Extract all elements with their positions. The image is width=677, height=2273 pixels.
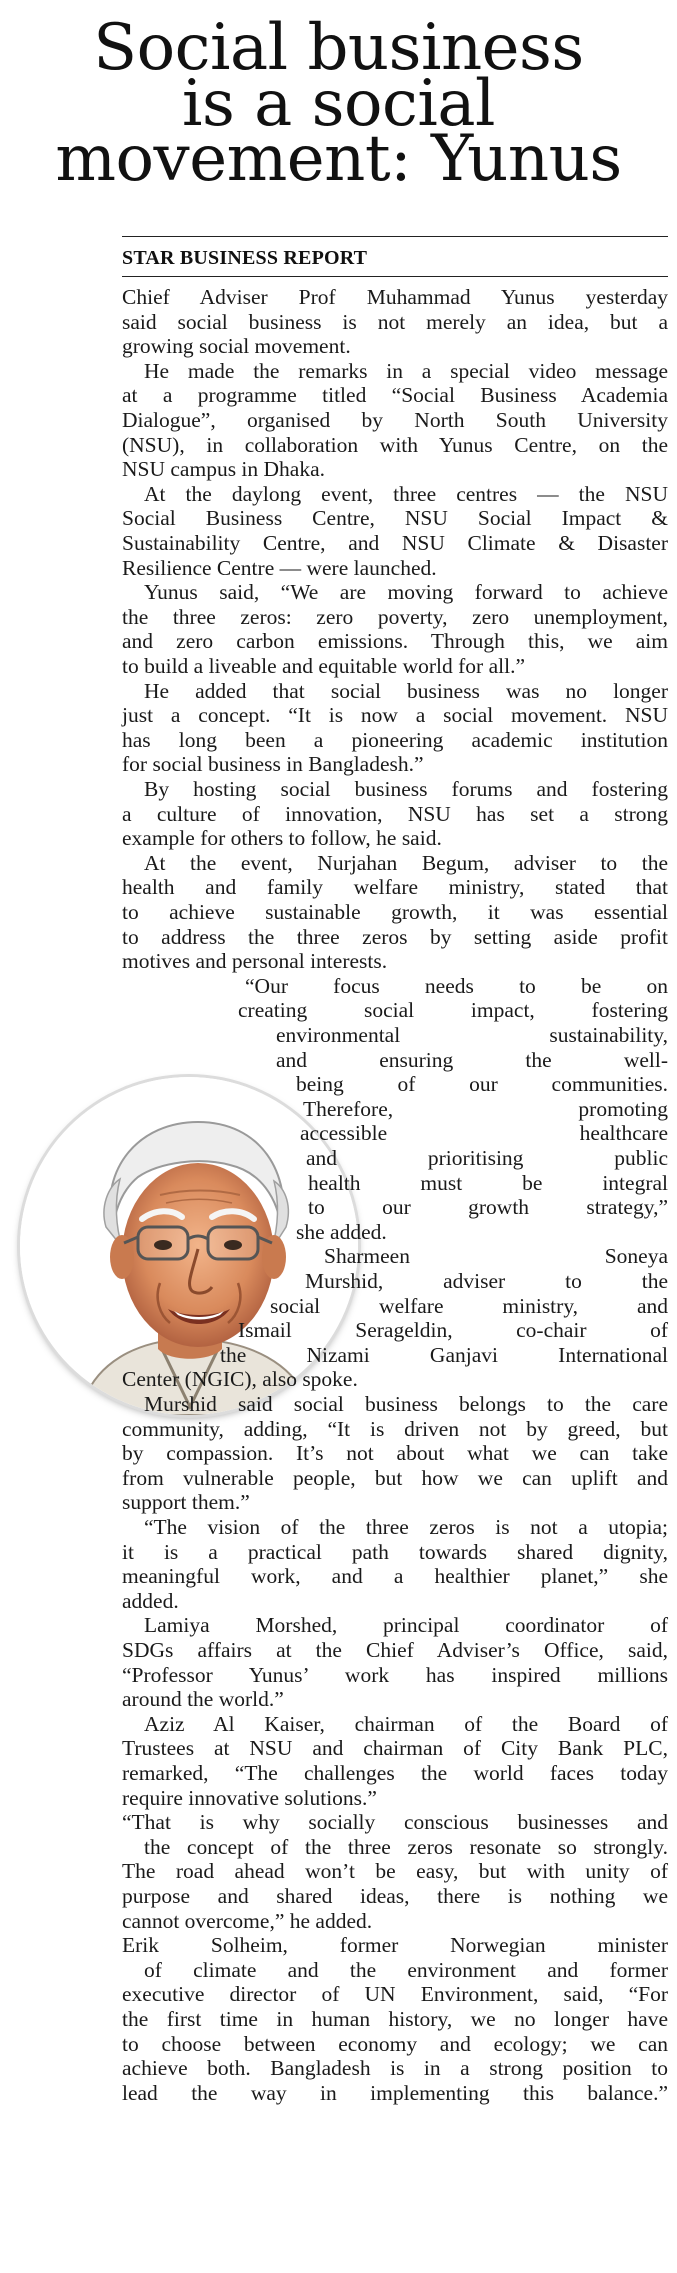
body-line: purpose and shared ideas, there is nothing we [122, 1884, 668, 1908]
body-line: example for others to follow, he said. [122, 826, 442, 850]
body-line: Murshid said social business belongs to the care [144, 1392, 668, 1416]
headline-line-3: movement: Yunus [55, 122, 622, 196]
body-line: health and family welfare ministry, stated that [122, 875, 668, 899]
body-line: at a programme titled “Social Business Academia [122, 383, 668, 407]
body-line: cannot overcome,” he added. [122, 1909, 373, 1933]
body-line: to build a liveable and equitable world for all.” [122, 654, 525, 678]
body-line: Lamiya Morshed, principal coordinator of [144, 1613, 668, 1637]
body-line: remarked, “The challenges the world faces today [122, 1761, 668, 1785]
body-line: from vulnerable people, but how we can uplift and [122, 1466, 668, 1490]
body-line: “Our focus needs to be on [245, 974, 668, 998]
body-line: Resilience Centre — were launched. [122, 556, 437, 580]
body-line: accessible healthcare [300, 1121, 668, 1145]
body-line: environmental sustainability, [276, 1023, 668, 1047]
body-line: SDGs affairs at the Chief Adviser’s Office, said, [122, 1638, 668, 1662]
body-line: “Professor Yunus’ work has inspired millions [122, 1663, 668, 1687]
body-line: Trustees at NSU and chairman of City Bank PLC, [122, 1736, 668, 1760]
body-line: to our growth strategy,” [308, 1195, 668, 1219]
body-line: she added. [296, 1220, 387, 1244]
byline-bottom-rule [122, 276, 668, 277]
body-line: a culture of innovation, NSU has set a strong [122, 802, 668, 826]
body-line: by compassion. It’s not about what we can take [122, 1441, 668, 1465]
body-line: support them.” [122, 1490, 250, 1514]
body-line: the first time in human history, we no longer have [122, 2007, 668, 2031]
body-line: Dialogue”, organised by North South University [122, 408, 668, 432]
body-line: for social business in Bangladesh.” [122, 752, 424, 776]
body-line: lead the way in implementing this balance.” [122, 2081, 668, 2105]
headline-line-2: is a social [182, 67, 495, 141]
body-line: Erik Solheim, former Norwegian minister [122, 1933, 668, 1957]
body-line: to address the three zeros by setting aside profit [122, 925, 668, 949]
body-line: around the world.” [122, 1687, 284, 1711]
body-line: social welfare ministry, and [270, 1294, 668, 1318]
body-line: the concept of the three zeros resonate so strongly. [144, 1835, 668, 1859]
body-line: Therefore, promoting [303, 1097, 668, 1121]
body-line: added. [122, 1589, 179, 1613]
body-line: At the daylong event, three centres — the NSU [144, 482, 668, 506]
body-line: “That is why socially conscious businesses and [122, 1810, 668, 1834]
body-line: creating social impact, fostering [238, 998, 668, 1022]
body-line: executive director of UN Environment, said, “For [122, 1982, 668, 2006]
byline: STAR BUSINESS REPORT [122, 247, 368, 269]
body-line: and prioritising public [306, 1146, 668, 1170]
body-line: the Nizami Ganjavi International [220, 1343, 668, 1367]
body-line: “The vision of the three zeros is not a utopia; [144, 1515, 668, 1539]
body-line: to achieve sustainable growth, it was essential [122, 900, 668, 924]
body-line: said social business is not merely an idea, but a [122, 310, 668, 334]
body-line: At the event, Nurjahan Begum, adviser to the [144, 851, 668, 875]
body-line: He added that social business was no longer [144, 679, 668, 703]
body-line: Yunus said, “We are moving forward to achieve [144, 580, 668, 604]
body-line: achieve both. Bangladesh is in a strong position to [122, 2056, 668, 2080]
body-line: Sharmeen Soneya [324, 1244, 668, 1268]
body-line: to choose between economy and ecology; we can [122, 2032, 668, 2056]
headline-line-1: Social business [93, 11, 584, 85]
body-line: growing social movement. [122, 334, 351, 358]
body-line: it is a practical path towards shared dignity, [122, 1540, 668, 1564]
body-line: of climate and the environment and former [144, 1958, 668, 1982]
body-line: Center (NGIC), also spoke. [122, 1367, 358, 1391]
body-line: (NSU), in collaboration with Yunus Centre, on the [122, 433, 668, 457]
body-line: meaningful work, and a healthier planet,” she [122, 1564, 668, 1588]
body-line: and ensuring the well- [276, 1048, 668, 1072]
body-line: being of our communities. [296, 1072, 668, 1096]
body-line: just a concept. “It is now a social movement. NSU [122, 703, 668, 727]
byline-top-rule [122, 236, 668, 237]
body-line: motives and personal interests. [122, 949, 388, 973]
body-line: Aziz Al Kaiser, chairman of the Board of [144, 1712, 668, 1736]
body-line: Murshid, adviser to the [305, 1269, 668, 1293]
body-line: the three zeros: zero poverty, zero unemployment, [122, 605, 668, 629]
body-line: Social Business Centre, NSU Social Impact & [122, 506, 668, 530]
body-line: Ismail Serageldin, co-chair of [238, 1318, 668, 1342]
body-line: The road ahead won’t be easy, but with unity of [122, 1859, 668, 1883]
body-line: and zero carbon emissions. Through this, we aim [122, 629, 668, 653]
body-line: has long been a pioneering academic institution [122, 728, 668, 752]
body-line: NSU campus in Dhaka. [122, 457, 326, 481]
body-line: health must be integral [308, 1171, 668, 1195]
body-line: require innovative solutions.” [122, 1786, 377, 1810]
body-line: He made the remarks in a special video message [144, 359, 668, 383]
body-line: Sustainability Centre, and NSU Climate & Disaster [122, 531, 668, 555]
body-line: Chief Adviser Prof Muhammad Yunus yesterday [122, 285, 668, 309]
body-line: By hosting social business forums and fostering [144, 777, 668, 801]
body-line: community, adding, “It is driven not by greed, but [122, 1417, 668, 1441]
